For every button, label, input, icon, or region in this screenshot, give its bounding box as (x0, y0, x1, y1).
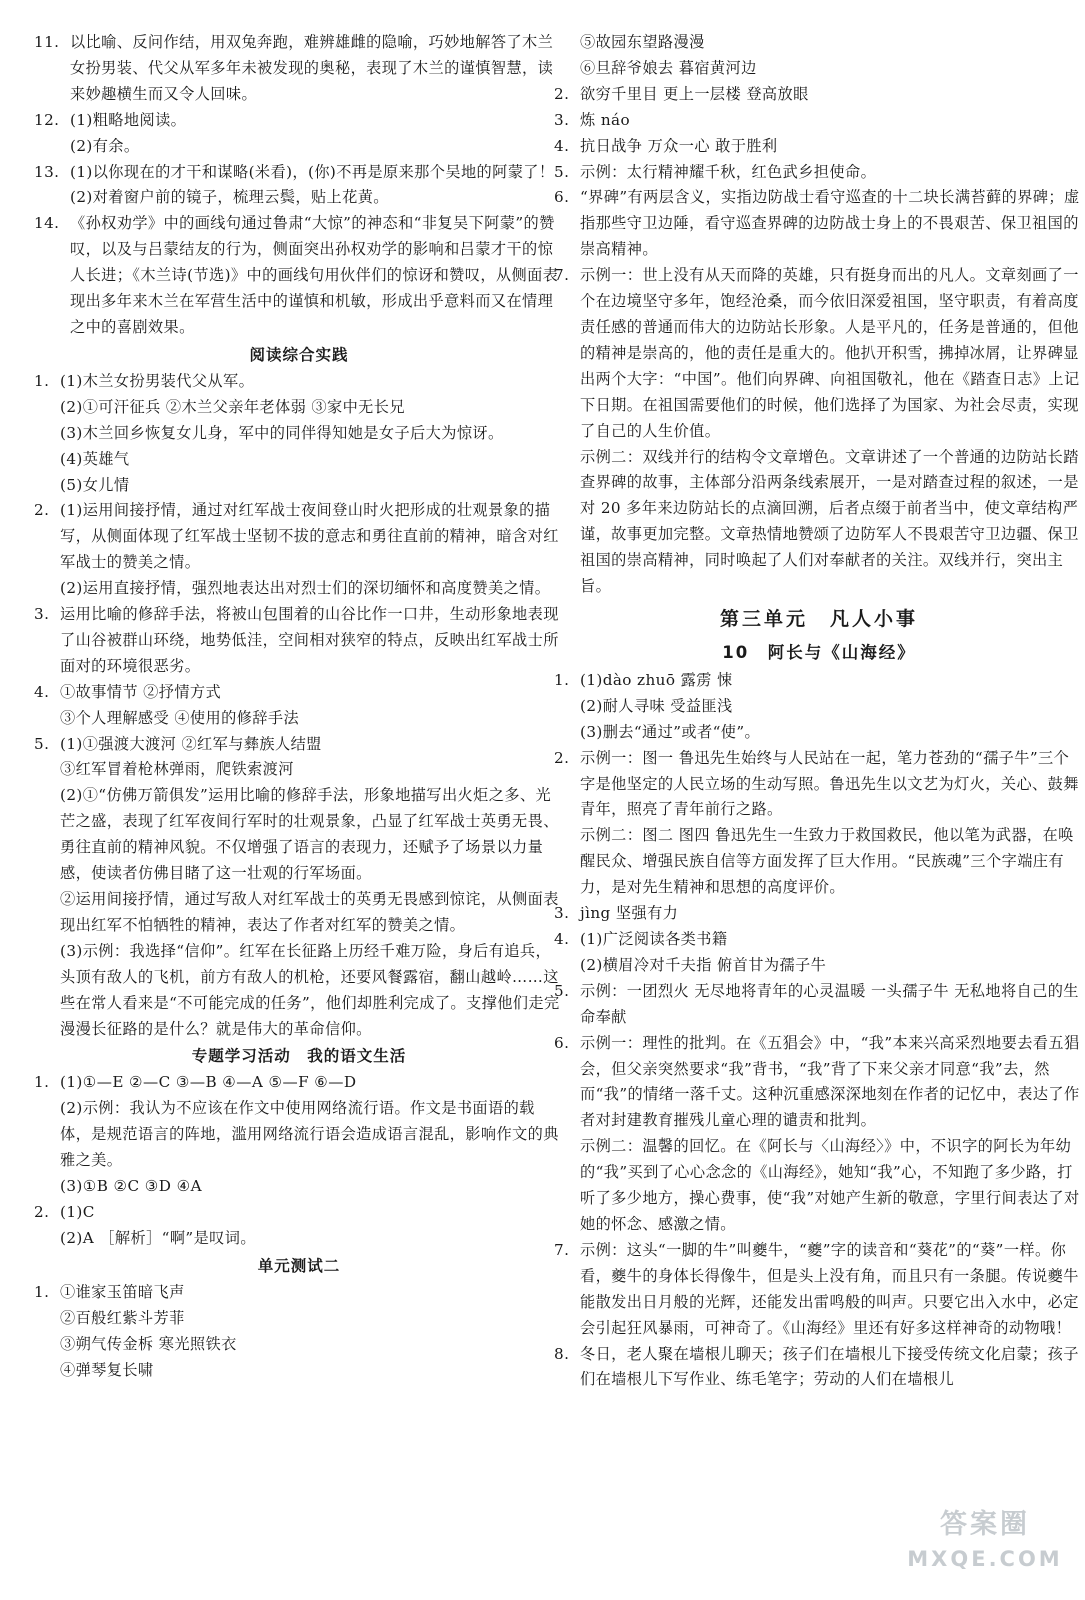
answer-line: (3)示例：我选择“信仰”。红军在长征路上历经千难万险，身后有追兵，头顶有敌人的飞机，前方有敌人的机枪，还要风餐露宿，翻山越岭……这些在常人看来是“不可能完成的任务”，他们却胜利完成了。支撑他们走完漫漫长征路的是什么？就是伟大的革命信仰。 (60, 941, 560, 1038)
answer-item (554, 746, 1084, 901)
answer-number: 3. (554, 904, 570, 923)
answer-number: 13. (34, 162, 60, 181)
answer-line: 示例一：理性的批判。在《五猖会》中，“我”本来兴高采烈地要去看五猖会，但父亲突然要求“我”背书，“我”背了下来父亲才同意“我”去，然而“我”的情绪一落千丈。这种沉重感深深地刻在作者的记忆中，表达了作者对封建教育摧残儿童心理的谴责和批判。 (580, 1033, 1080, 1130)
answer-item (554, 1031, 1084, 1238)
answer-line: (1)dào zhuō 露雳 悚 (580, 670, 733, 689)
answer-line: (1)粗略地阅读。 (70, 110, 187, 129)
answer-item (34, 602, 564, 680)
site-watermark (899, 1505, 1071, 1589)
section-heading: 专题学习活动 我的语文生活 (191, 1047, 407, 1066)
answer-continuation (554, 30, 1084, 82)
answer-line: (1)①—E ②—C ③—B ④—A ⑤—F ⑥—D (60, 1073, 357, 1092)
answer-number: 14. (34, 214, 60, 233)
answer-line: (1)以你现在的才干和谋略(米看)，(你)不再是原来那个吴地的阿蒙了！ (70, 162, 555, 181)
answer-line: (3)删去“通过”或者“使”。 (580, 722, 761, 741)
answer-item (34, 680, 564, 732)
answer-item (34, 498, 564, 602)
answer-number: 8. (554, 1344, 570, 1363)
answer-line: (2)耐人寻味 受益匪浅 (580, 696, 733, 715)
answer-number: 4. (34, 682, 50, 701)
answer-item (34, 369, 564, 499)
answer-line: (1)C (60, 1202, 95, 1221)
answer-line: (2)运用直接抒情，强烈地表达出对烈士们的深切缅怀和高度赞美之情。 (60, 579, 551, 598)
section-heading: 阅读综合实践 (249, 345, 349, 364)
right-column (554, 30, 1084, 1393)
watermark-logo-text: 答案圈 (940, 1509, 1030, 1540)
answer-number: 7. (554, 266, 570, 285)
answer-number: 5. (554, 162, 570, 181)
answer-line: ②百般红紫斗芳菲 (60, 1308, 185, 1327)
answer-line: ①谁家玉笛暗飞声 (60, 1282, 185, 1301)
answer-line: ④弹琴复长啸 (60, 1360, 154, 1379)
answer-number: 2. (34, 501, 50, 520)
answer-line: 示例二：双线并行的结构令文章增色。文章讲述了一个普通的边防站长踏查界碑的故事，主体部分沿两条线索展开，一是对踏查过程的叙述，一是对 20 多年来边防站长的点滴回溯，后者点缀于前者当中，使文章结构严谨，故事更加完整。文章热情地赞颂了边防军人不畏艰苦守卫边疆、保卫祖国的崇高精神，同时唤起了人们对奉献者的关注。双线并行，突出主旨。 (580, 447, 1079, 596)
answer-line: (2)对着窗户前的镜子，梳理云鬓，贴上花黄。 (70, 188, 389, 207)
watermark-url: MXQE.COM (907, 1547, 1063, 1571)
answer-line: 示例：一团烈火 无尽地将青年的心灵温暖 一头孺子牛 无私地将自己的生命奉献 (580, 981, 1079, 1026)
unit-title: 第三单元 凡人小事 (719, 607, 918, 630)
answer-item (554, 108, 1084, 134)
answer-item (554, 901, 1084, 927)
answer-line: 示例一：世上没有从天而降的英雄，只有挺身而出的凡人。文章刻画了一个在边境坚守多年，饱经沧桑，而今依旧深爱祖国，坚守职责，有着高度责任感的普通而伟大的边防站长形象。人是平凡的，任务是普通的，但他的精神是崇高的，他的责任是重大的。他扒开积雪，拂掉冰屑，让界碑显出两个大字：“中国”。他们向界碑、向祖国敬礼，他在《踏查日志》上记下日期。在祖国需要他们的时候，他们选择了为国家、为社会尽责，实现了自己的人生价值。 (580, 266, 1080, 440)
answer-number: 1. (34, 1282, 50, 1301)
answer-number: 2. (554, 748, 570, 767)
answer-item (34, 30, 564, 108)
answer-item (34, 160, 564, 212)
answer-item (554, 1342, 1084, 1394)
left-column (34, 30, 564, 1383)
answer-number: 2. (34, 1202, 50, 1221)
answer-line: (5)女儿情 (60, 475, 130, 494)
answer-number: 4. (554, 136, 570, 155)
answer-item (554, 1238, 1084, 1342)
answer-number: 7. (554, 1240, 570, 1259)
answer-number: 6. (554, 188, 570, 207)
answer-item (34, 1280, 564, 1384)
answer-number: 2. (554, 84, 570, 103)
lesson-title: 10 阿长与《山海经》 (722, 642, 916, 662)
answer-line: ⑥旦辞爷娘去 暮宿黄河边 (580, 58, 757, 77)
answer-line: ⑤故园东望路漫漫 (580, 33, 705, 51)
answer-item (34, 732, 564, 1043)
answer-line: (3)木兰回乡恢复女儿身，军中的同伴得知她是女子后大为惊讶。 (60, 423, 504, 442)
answer-line: 冬日，老人聚在墙根儿聊天；孩子们在墙根儿下接受传统文化启蒙；孩子们在墙根儿下写作业、练毛笔字；劳动的人们在墙根儿 (580, 1344, 1079, 1389)
answer-line: (2)示例：我认为不应该在作文中使用网络流行语。作文是书面语的载体，是规范语言的阵地，滥用网络流行语会造成语言混乱，影响作文的典雅之美。 (60, 1099, 559, 1170)
answer-line: (2)横眉冷对千夫指 俯首甘为孺子牛 (580, 955, 827, 974)
answer-item (554, 927, 1084, 979)
answer-item (554, 979, 1084, 1031)
answer-number: 12. (34, 110, 60, 129)
answer-item (34, 1200, 564, 1252)
answer-line: 示例：这头“一脚的牛”叫夔牛，“夔”字的读音和“葵花”的“葵”一样。你看，夔牛的身体长得像牛，但是头上没有角，而且只有一条腿。传说夔牛能散发出日月般的光辉，还能发出雷鸣般的叫声。只要它出入水中，必定会引起狂风暴雨，可神奇了。《山海经》里还有好多这样神奇的动物哦！ (580, 1240, 1079, 1337)
answer-line: (2)①“仿佛万箭俱发”运用比喻的修辞手法，形象地描写出火炬之多、光芒之盛，表现了红军夜间行军时的壮观景象，凸显了红军战士英勇无畏、勇往直前的精神风貌。不仅增强了语言的表现力，还赋予了场景以力量感，使读者仿佛目睹了这一壮观的行军场面。 (60, 786, 559, 883)
answer-line: ②运用间接抒情，通过写敌人对红军战士的英勇无畏感到惊诧，从侧面表现出红军不怕牺牲的精神，表达了作者对红军的赞美之情。 (60, 890, 559, 934)
answer-item (554, 134, 1084, 160)
answer-line: “界碑”有两层含义，实指边防战士看守巡查的十二块长满苔藓的界碑；虚指那些守卫边陲，看守巡查界碑的边防战士身上的不畏艰苦、保卫祖国的崇高精神。 (580, 188, 1080, 259)
answer-line: 示例二：温馨的回忆。在《阿长与〈山海经〉》中，不识字的阿长为年幼的“我”买到了心心念念的《山海经》，她知“我”心，不知跑了多少路，打听了多少地方，操心费事，使“我”对她产生新的敬意，字里行间表达了对她的怀念、感激之情。 (580, 1137, 1080, 1233)
answer-item (34, 108, 564, 160)
answer-number: 3. (34, 605, 50, 624)
answer-item (554, 263, 1084, 600)
answer-line: (4)英雄气 (60, 449, 130, 468)
answer-number: 5. (554, 981, 570, 1000)
answer-line: ③红军冒着枪林弹雨，爬铁索渡河 (60, 760, 294, 779)
answer-number: 11. (34, 33, 60, 51)
answer-line: (2)有余。 (70, 136, 140, 155)
answer-line: 示例二：图二 图四 鲁迅先生一生致力于救国救民，他以笔为武器，在唤醒民众、增强民族自信等方面发挥了巨大作用。“民族魂”三个字端庄有力，是对先生精神和思想的高度评价。 (580, 826, 1074, 897)
answer-item (34, 1070, 564, 1200)
answer-number: 6. (554, 1033, 570, 1052)
answer-line: 炼 náo (580, 110, 630, 129)
answer-number: 1. (34, 1073, 50, 1092)
answer-number: 5. (34, 734, 50, 753)
answer-line: 《孙权劝学》中的画线句通过鲁肃“大惊”的神态和“非复吴下阿蒙”的赞叹，以及与吕蒙结友的行为，侧面突出孙权劝学的影响和吕蒙才干的惊人长进；《木兰诗(节选)》中的画线句用伙伴们的惊讶和赞叹，从侧面表现出多年来木兰在军营生活中的谨慎和机敏，形成出乎意料而又在情理之中的喜剧效果。 (70, 214, 559, 336)
answer-number: 1. (554, 670, 570, 689)
answer-number: 3. (554, 110, 570, 129)
answer-line: 以比喻、反问作结，用双兔奔跑，难辨雄雌的隐喻，巧妙地解答了木兰女扮男装、代父从军多年未被发现的奥秘，表现了木兰的谨慎智慧，读来妙趣横生而又令人回味。 (70, 33, 554, 103)
answer-line: 欲穷千里目 更上一层楼 登高放眼 (580, 84, 809, 103)
answer-item (34, 211, 564, 341)
answer-line: 示例一：图一 鲁迅先生始终与人民站在一起，笔力苍劲的“孺子牛”三个字是他坚定的人民立场的生动写照。鲁迅先生以文艺为灯火，关心、鼓舞青年，照亮了青年前行之路。 (580, 748, 1079, 819)
answer-line: 运用比喻的修辞手法，将被山包围着的山谷比作一口井，生动形象地表现了山谷被群山环绕，地势低洼，空间相对狭窄的特点，反映出红军战士所面对的环境很恶劣。 (60, 605, 559, 675)
answer-line: ③朔气传金柝 寒光照铁衣 (60, 1334, 237, 1353)
answer-item (554, 668, 1084, 746)
answer-line: (1)①强渡大渡河 ②红军与彝族人结盟 (60, 734, 322, 753)
answer-line: ①故事情节 ②抒情方式 (60, 682, 222, 701)
answer-line: (2)A ［解析］“啊”是叹词。 (60, 1228, 256, 1247)
answer-number: 4. (554, 930, 570, 948)
answer-line: ③个人理解感受 ④使用的修辞手法 (60, 708, 300, 727)
answer-line: (1)木兰女扮男装代父从军。 (60, 371, 255, 390)
answer-line: 抗日战争 万众一心 敢于胜利 (580, 136, 778, 155)
answer-line: (1)运用间接抒情，通过对红军战士夜间登山时火把形成的壮观景象的描写，从侧面体现了红军战士坚韧不拔的意志和勇往直前的精神，暗含对红军战士的赞美之情。 (60, 501, 559, 572)
section-heading: 单元测试二 (257, 1256, 341, 1275)
answer-line: (1)广泛阅读各类书籍 (580, 930, 728, 948)
answer-item (554, 185, 1084, 263)
answer-number: 1. (34, 371, 50, 390)
answer-line: 示例：太行精神耀千秋，红色武乡担使命。 (580, 162, 877, 181)
answer-item (554, 160, 1084, 186)
answer-item (554, 82, 1084, 108)
answer-line: jìng 坚强有力 (580, 904, 679, 923)
answer-line: (3)①B ②C ③D ④A (60, 1177, 202, 1196)
answer-line: (2)①可汗征兵 ②木兰父亲年老体弱 ③家中无长兄 (60, 397, 405, 416)
